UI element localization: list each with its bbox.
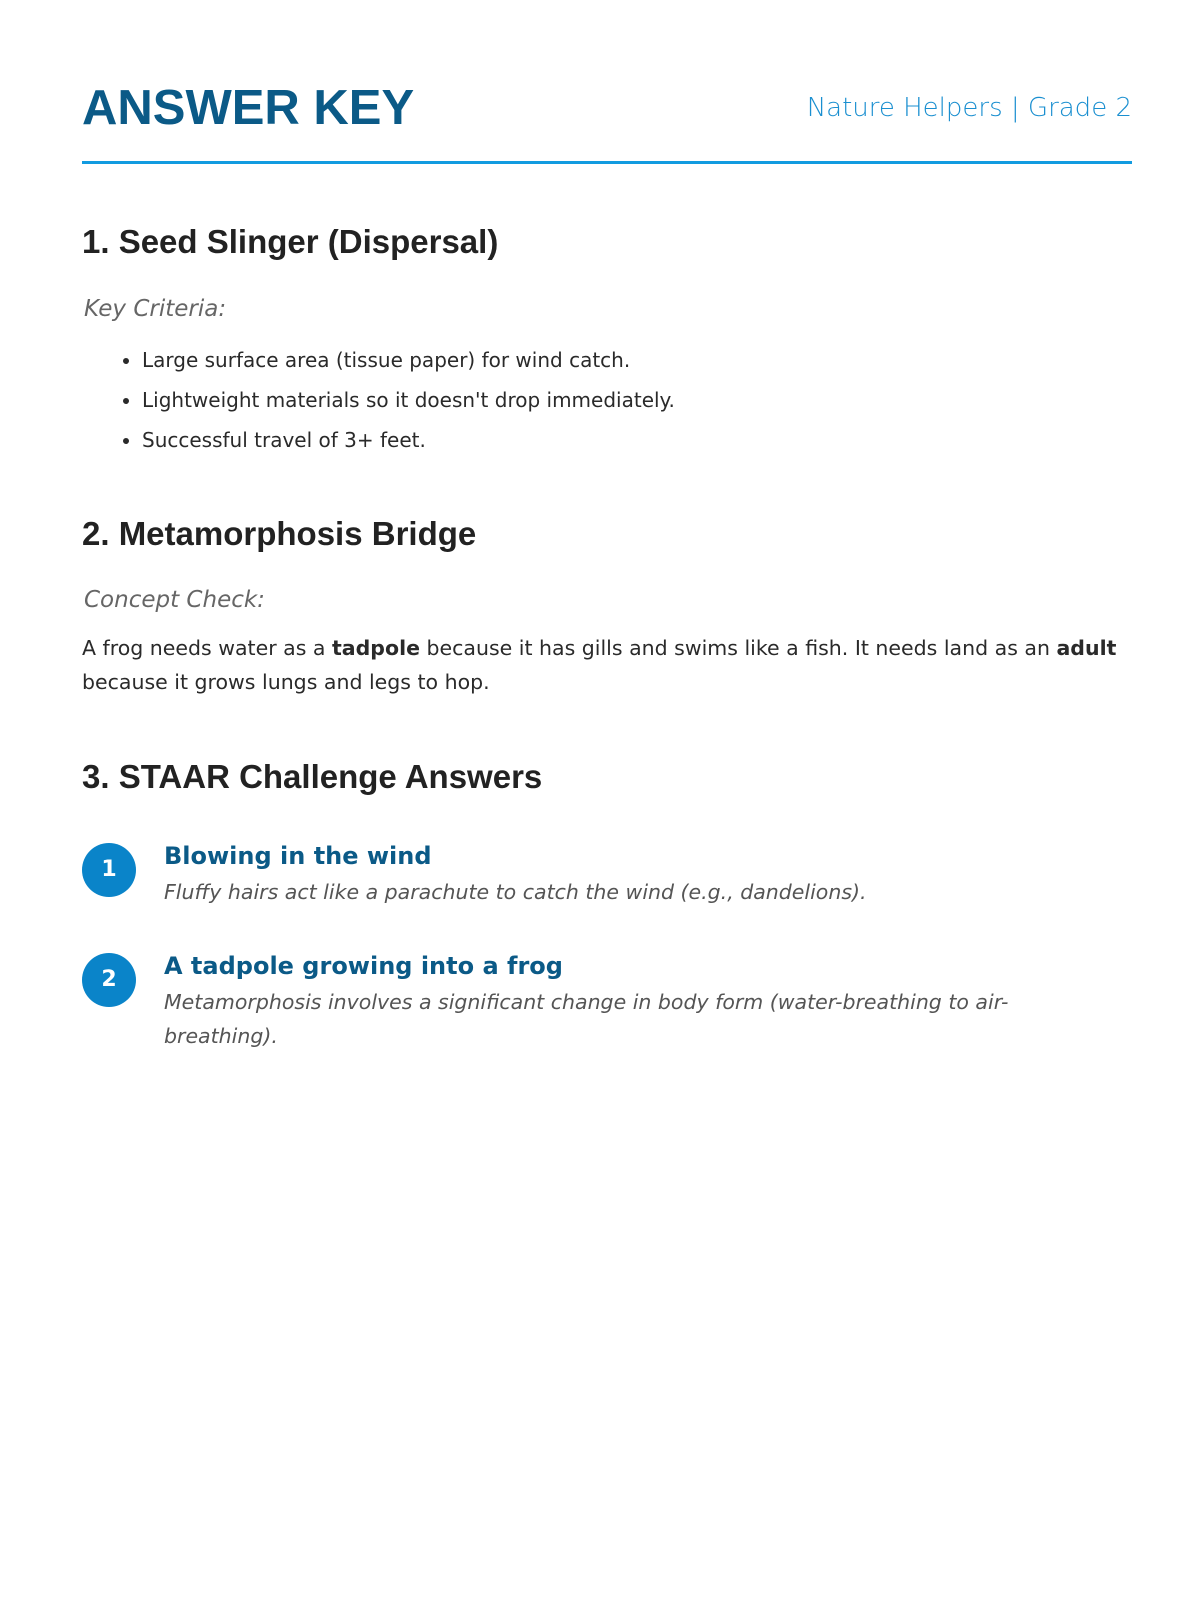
criteria-list (82, 340, 1132, 460)
answer-text: A tadpole growing into a frog (164, 951, 563, 980)
bold-term: adult (1056, 636, 1117, 661)
answer-item (82, 951, 1132, 1053)
number-badge: 1 (82, 843, 136, 897)
concept-paragraph (82, 631, 1132, 699)
explanation-text: Fluffy hairs act like a parachute to catch the wind (e.g., dandelions). (164, 879, 867, 904)
list-item: • Lightweight materials so it doesn't drop immediately. (142, 380, 1132, 420)
section-heading: 3. STAAR Challenge Answers (82, 758, 543, 796)
section-metamorphosis (82, 514, 1132, 700)
section-seed-slinger (82, 222, 1132, 460)
bold-term: tadpole (332, 636, 420, 661)
text: because it has gills and swims like a fish. It needs land as an (420, 636, 1057, 661)
answer-item (82, 841, 1132, 909)
text: because it grows lungs and legs to hop. (82, 670, 490, 695)
section-heading: 2. Metamorphosis Bridge (82, 514, 477, 552)
list-item: • Successful travel of 3+ feet. (142, 420, 1132, 460)
section-heading: 1. Seed Slinger (Dispersal) (82, 223, 499, 260)
header (82, 0, 1132, 164)
list-item: • Large surface area (tissue paper) for wind catch. (142, 340, 1132, 380)
answer-text: Blowing in the wind (164, 841, 432, 870)
key-criteria-label: Key Criteria: (84, 295, 227, 322)
concept-check-label: Concept Check: (84, 587, 265, 614)
number-badge: 2 (82, 953, 136, 1007)
explanation-text: Metamorphosis involves a significant change in body form (water-breathing to air-breathing). (164, 989, 1009, 1048)
section-staar (82, 757, 1132, 1053)
page-subtitle: Nature Helpers | Grade 2 (806, 93, 1132, 123)
page-title: ANSWER KEY (82, 81, 415, 135)
text: A frog needs water as a (82, 636, 332, 661)
